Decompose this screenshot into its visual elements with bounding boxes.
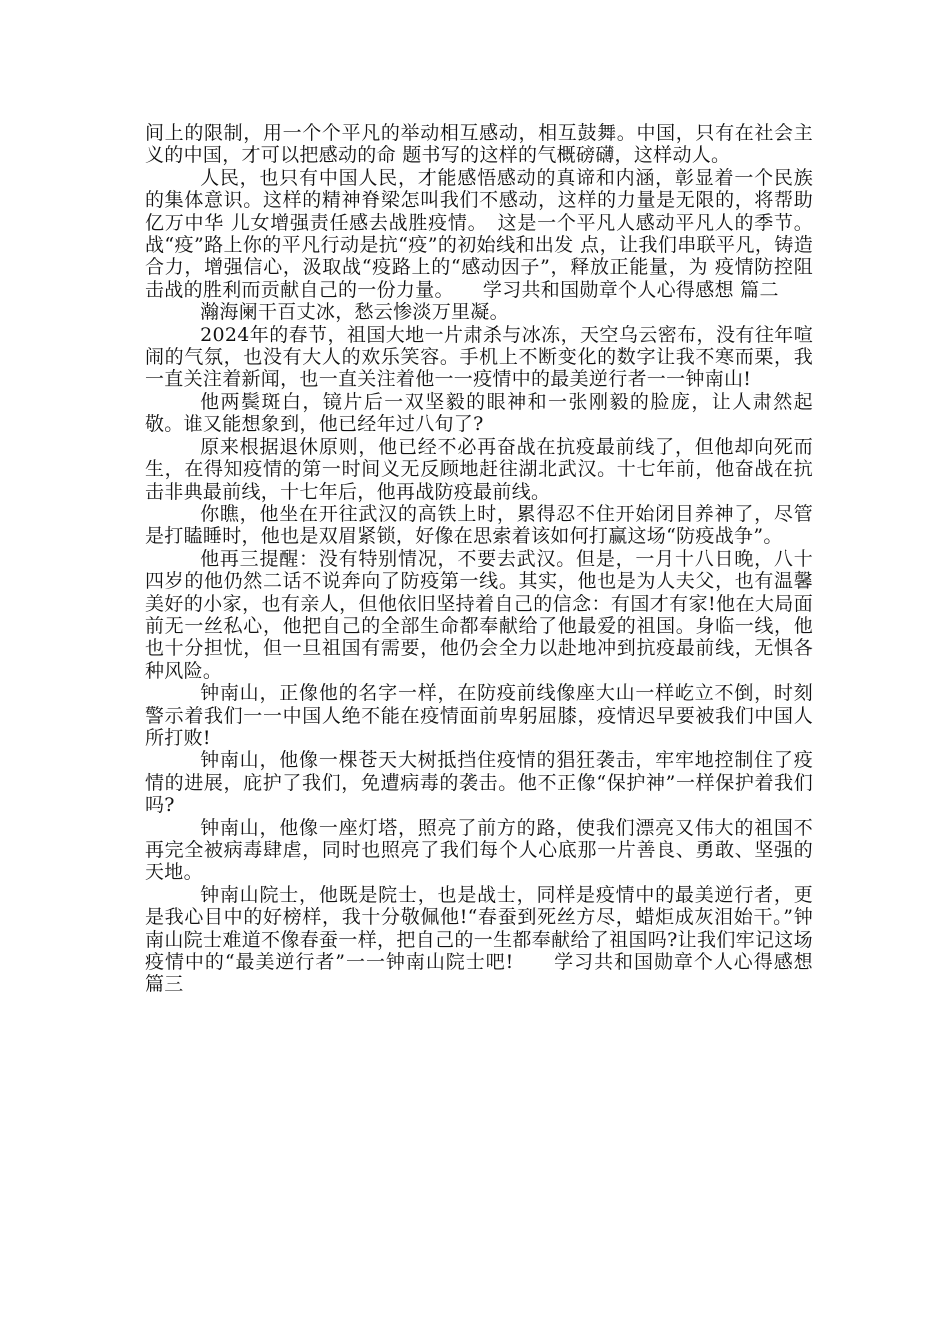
paragraph-3: 瀚海阑干百丈冰，愁云惨淡万里凝。 bbox=[200, 301, 509, 324]
paragraph-12: 钟南山院士，他既是院士，也是战士，同样是疫情中的最美逆行者，更是我心目中的好榜样，我十分敬佩他!“春蚕到死丝方尽，蜡炬成灰泪始干。”钟南山院士难道不像春蚕一样，把自己的一生都奉献给了祖国吗?让我们牢记这场疫情中的“最美逆行者”一一钟南山院士吧! 学习共和国勋章个人心得感想 篇三 bbox=[145, 883, 813, 996]
paragraph-8: 他再三提醒：没有特别情况，不要去武汉。但是，一月十八日晚，八十四岁的他仍然二话不说奔向了防疫第一线。其实，他也是为人夫父，也有温馨美好的小家，也有亲人，但他依旧坚持着自己的信念：有国才有家!他在大局面前无一丝私心，他把自己的全部生命都奉献给了他最爱的祖国。身临一线，他也十分担忧，但一旦祖国有需要，他仍会全力以赴地冲到抗疫最前线，无惧各种风险。 bbox=[145, 547, 813, 682]
paragraph-6: 原来根据退休原则，他已经不必再奋战在抗疫最前线了，但他却向死而生，在得知疫情的第一时间义无反顾地赶往湖北武汉。十七年前，他奋战在抗击非典最前线，十七年后，他再战防疫最前线。 bbox=[145, 435, 813, 503]
paragraph-7: 你瞧，他坐在开往武汉的高铁上时，累得忍不住开始闭目养神了，尽管是打瞌睡时，他也是双眉紧锁，好像在思索着该如何打赢这场“防疫战争”。 bbox=[145, 502, 813, 548]
paragraph-10: 钟南山，他像一棵苍天大树抵挡住疫情的猖狂袭击，牢牢地控制住了疫情的进展，庇护了我们，免遭病毒的袭击。他不正像“保护神”一样保护着我们吗? bbox=[145, 749, 813, 817]
paragraph-1: 间上的限制，用一个个平凡的举动相互感动，相互鼓舞。中国，只有在社会主义的中国，才可以把感动的命 题书写的这样的气概磅礴，这样动人。 bbox=[145, 122, 813, 167]
paragraph-4: 2024年的春节，祖国大地一片肃杀与冰冻，天空乌云密布，没有往年喧闹的气氛，也没有大人的欢乐笑容。手机上不断变化的数字让我不寒而栗，我一直关注着新闻，也一直关注着他一一疫情中的最美逆行者一一钟南山! bbox=[145, 323, 813, 391]
paragraph-9: 钟南山，正像他的名字一样，在防疫前线像座大山一样屹立不倒，时刻警示着我们一一中国人绝不能在疫情面前卑躬屈膝，疫情迟早要被我们中国人所打败! bbox=[145, 682, 813, 749]
paragraph-2: 人民，也只有中国人民，才能感悟感动的真谛和内涵，彰显着一个民族的集体意识。这样的精神脊梁怎叫我们不感动，这样的力量是无限的，将帮助亿万中华 儿女增强责任感去战胜疫情。 这是一个平凡人感动平凡人的季节。战“疫”路上你的平凡行动是抗“疫”的初始线和出发 点，让我们串联平凡，铸造合力，增强信心，汲取战“疫路上的“感动因子”，释放正能量，为 疫情防控阻击战的胜利而贡献自己的一份力量。 学习共和国勋章个人心得感想 篇二 bbox=[145, 166, 813, 301]
paragraph-5: 他两鬓斑白，镜片后一双坚毅的眼神和一张刚毅的脸庞，让人肃然起敬。谁又能想象到，他已经年过八旬了? bbox=[145, 390, 813, 436]
paragraph-11: 钟南山，他像一座灯塔，照亮了前方的路，使我们漂亮又伟大的祖国不再完全被病毒肆虐，同时也照亮了我们每个人心底那一片善良、勇敢、坚强的天地。 bbox=[145, 816, 813, 884]
document-body bbox=[145, 122, 813, 996]
